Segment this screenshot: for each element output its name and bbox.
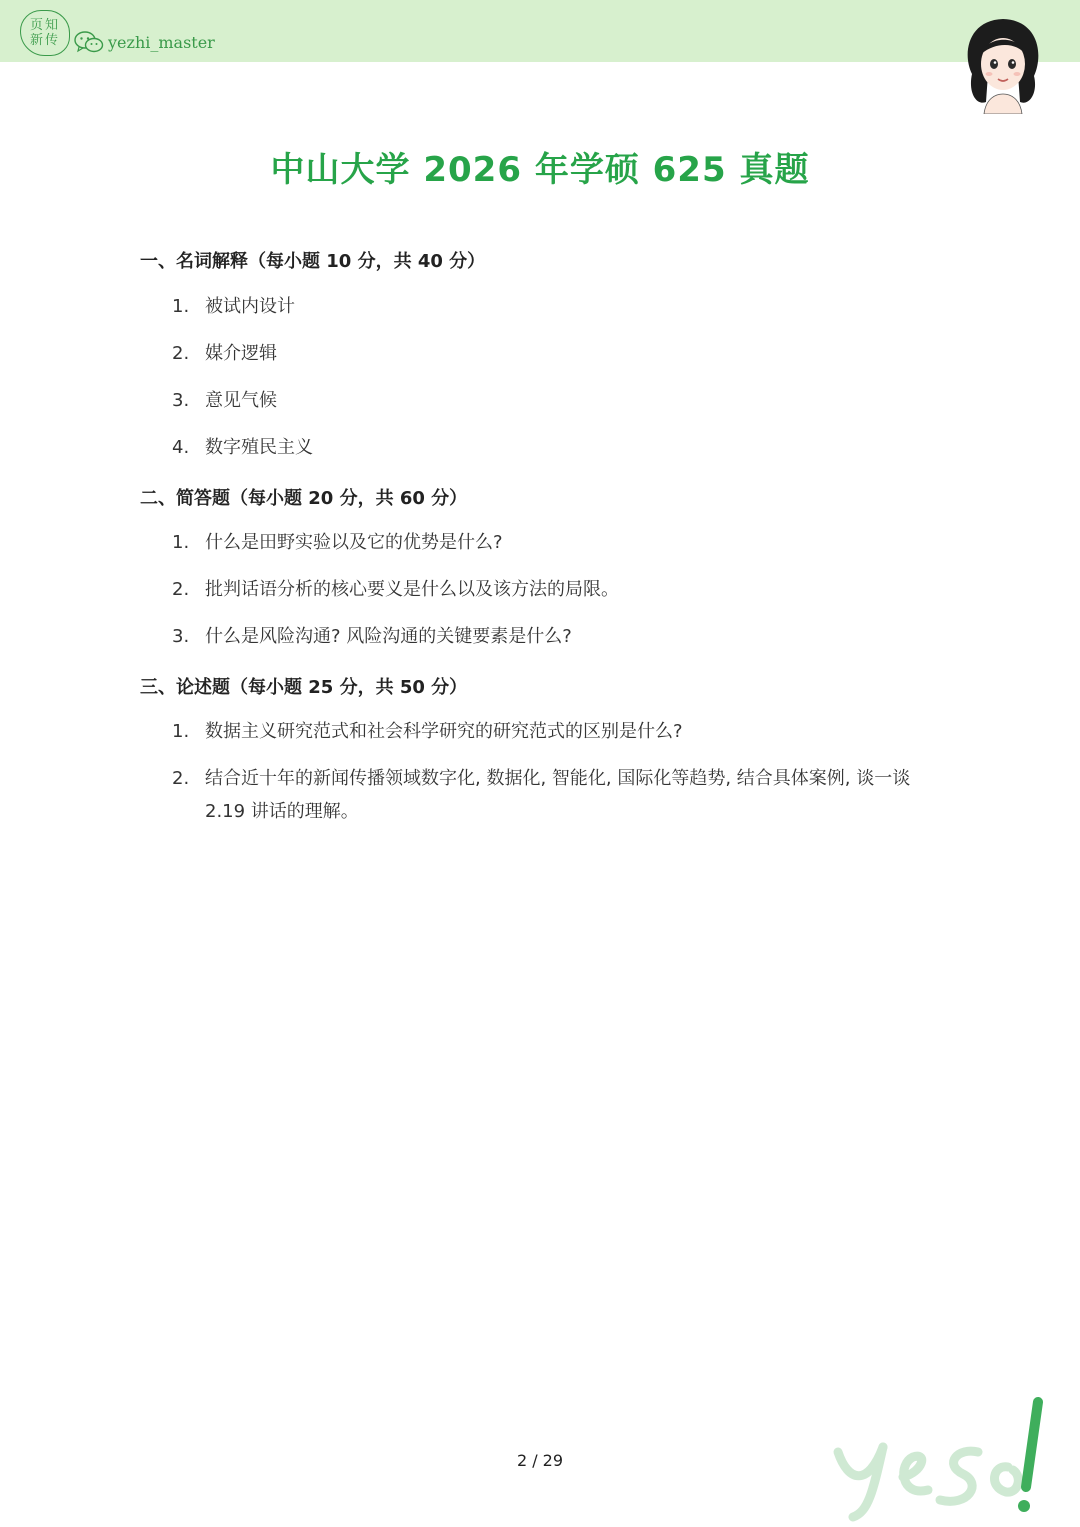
item-text: 媒介逻辑: [205, 343, 277, 364]
item-text: 数字殖民主义: [205, 437, 313, 458]
item-text: 被试内设计: [205, 296, 295, 317]
header-bar: [0, 0, 1080, 62]
wechat-icon: [74, 31, 104, 53]
list-item: [172, 715, 942, 748]
item-text: 数据主义研究范式和社会科学研究的研究范式的区别是什么?: [205, 721, 683, 742]
item-number: 2.: [172, 343, 190, 364]
item-number: 2.: [172, 768, 190, 789]
list-item: [172, 290, 942, 323]
list-item: [172, 384, 942, 417]
list-item: [172, 762, 942, 828]
item-number: 1.: [172, 296, 190, 317]
brand-seal-logo: [20, 10, 70, 56]
logo-text-line-1: 页知: [29, 18, 60, 33]
page-number: 2 / 29: [516, 1451, 564, 1470]
item-text: 批判话语分析的核心要义是什么以及该方法的局限。: [205, 579, 619, 600]
item-number: 2.: [172, 579, 190, 600]
section-heading-terms: 一、名词解释（每小题 10 分，共 40 分）: [140, 251, 486, 272]
avatar-girl-illustration: [958, 14, 1048, 114]
item-number: 3.: [172, 626, 190, 647]
item-number: 1.: [172, 532, 190, 553]
list-item: [172, 573, 942, 606]
list-item: [172, 431, 942, 464]
item-text: 结合近十年的新闻传播领域数字化, 数据化, 智能化, 国际化等趋势, 结合具体案例, 谈一谈 2.19 讲话的理解。: [205, 768, 911, 822]
section-heading-short-answer: 二、简答题（每小题 20 分，共 60 分）: [140, 488, 468, 509]
item-text: 意见气候: [205, 390, 277, 411]
logo-text-line-2: 新传: [29, 33, 60, 48]
list-item: [172, 337, 942, 370]
item-text: 什么是田野实验以及它的优势是什么?: [205, 532, 503, 553]
item-number: 1.: [172, 721, 190, 742]
section-heading-essay: 三、论述题（每小题 25 分，共 50 分）: [140, 677, 468, 698]
yes-watermark-logo: [828, 1392, 1058, 1522]
page-title: 中山大学 2026 年学硕 625 真题: [270, 150, 810, 190]
item-number: 3.: [172, 390, 190, 411]
wechat-handle: yezhi_master: [108, 33, 215, 52]
list-item: [172, 526, 942, 559]
item-text: 什么是风险沟通? 风险沟通的关键要素是什么?: [205, 626, 572, 647]
item-number: 4.: [172, 437, 190, 458]
list-item: [172, 620, 942, 653]
